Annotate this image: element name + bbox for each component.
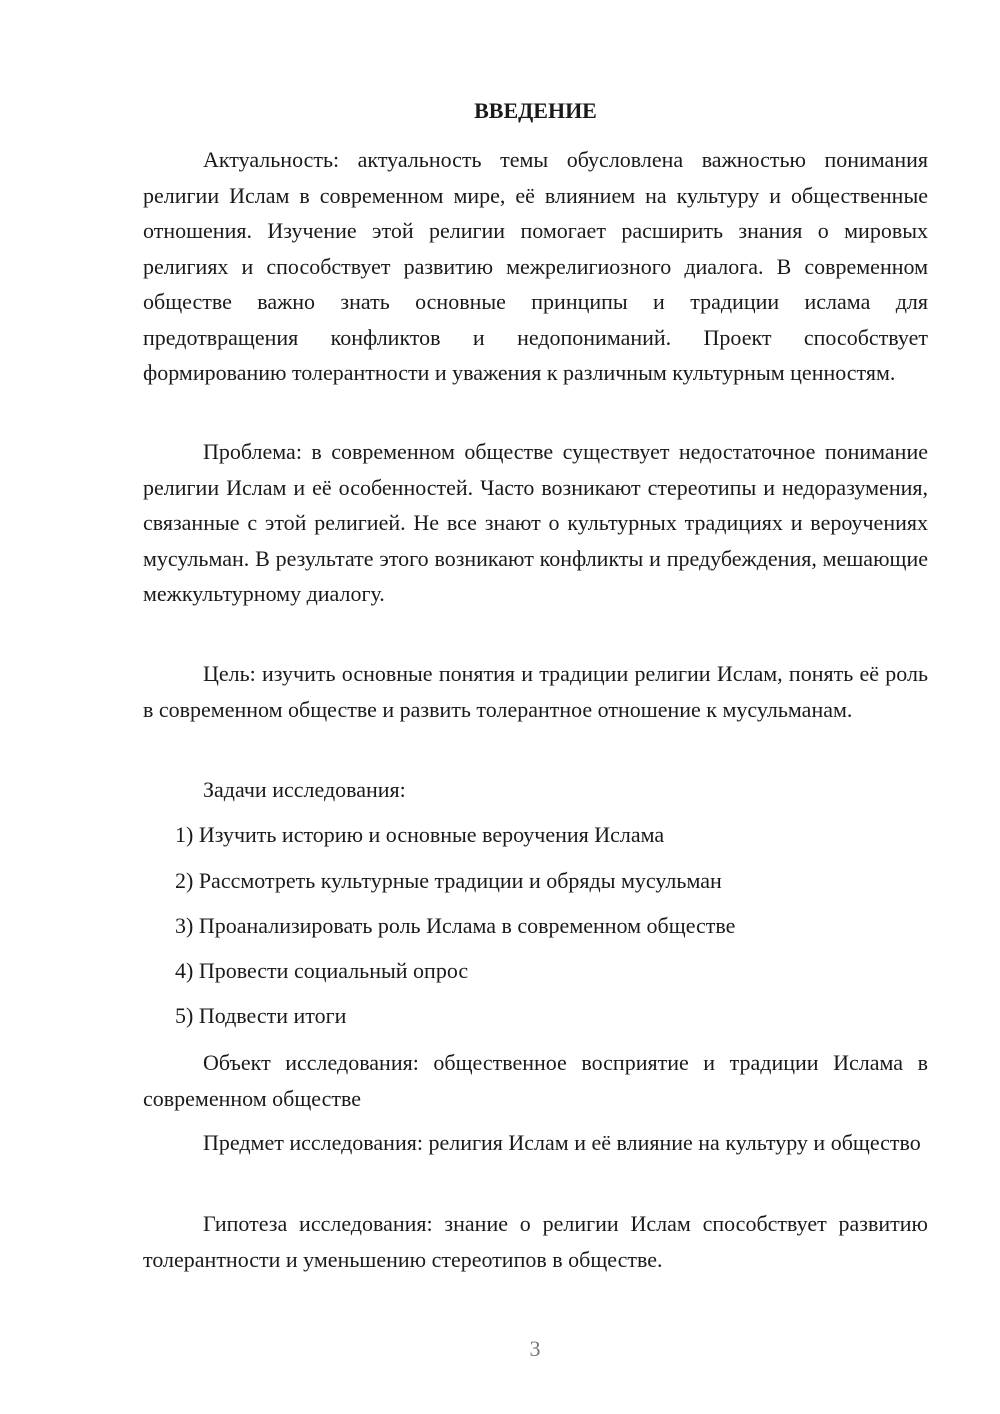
tasks-heading: Задачи исследования: <box>203 777 406 802</box>
task-item-4: 4) Провести социальный опрос <box>175 958 469 983</box>
relevance-paragraph: Актуальность: актуальность темы обусловлена важностью понимания религии Ислам в современном мире, её влиянием на культуру и общественные отношения. Изучение этой религии помогает расширить знания о мировых религиях и способствует развитию межрелигиозного диалога. В современном обществе важно знать основные принципы и традиции ислама для предотвращения конфликтов и недопониманий. Проект способствует формированию толерантности и уважения к различным культурным ценностям. <box>143 147 928 385</box>
problem-paragraph: Проблема: в современном обществе существует недостаточное понимание религии Ислам и её особенностей. Часто возникают стереотипы и недоразумения, связанные с этой религией. Не все знают о культурных традициях и вероучениях мусульман. В результате этого возникают конфликты и предубеждения, мешающие межкультурному диалогу. <box>143 439 928 606</box>
task-item-3: 3) Проанализировать роль Ислама в современном обществе <box>175 913 736 938</box>
goal-paragraph: Цель: изучить основные понятия и традиции религии Ислам, понять её роль в современном обществе и развить толерантное отношение к мусульманам. <box>143 661 928 722</box>
hypothesis-paragraph: Гипотеза исследования: знание о религии Ислам способствует развитию толерантности и уменьшению стереотипов в обществе. <box>143 1211 928 1272</box>
page-number: 3 <box>529 1336 541 1361</box>
task-item-2: 2) Рассмотреть культурные традиции и обряды мусульман <box>175 868 722 893</box>
page-title: ВВЕДЕНИЕ <box>474 98 597 123</box>
task-item-5: 5) Подвести итоги <box>175 1003 347 1028</box>
object-paragraph: Объект исследования: общественное восприятие и традиции Ислама в современном обществе <box>143 1050 928 1111</box>
task-item-1: 1) Изучить историю и основные вероучения Ислама <box>175 822 665 847</box>
subject-paragraph: Предмет исследования: религия Ислам и её влияние на культуру и общество <box>203 1130 921 1155</box>
